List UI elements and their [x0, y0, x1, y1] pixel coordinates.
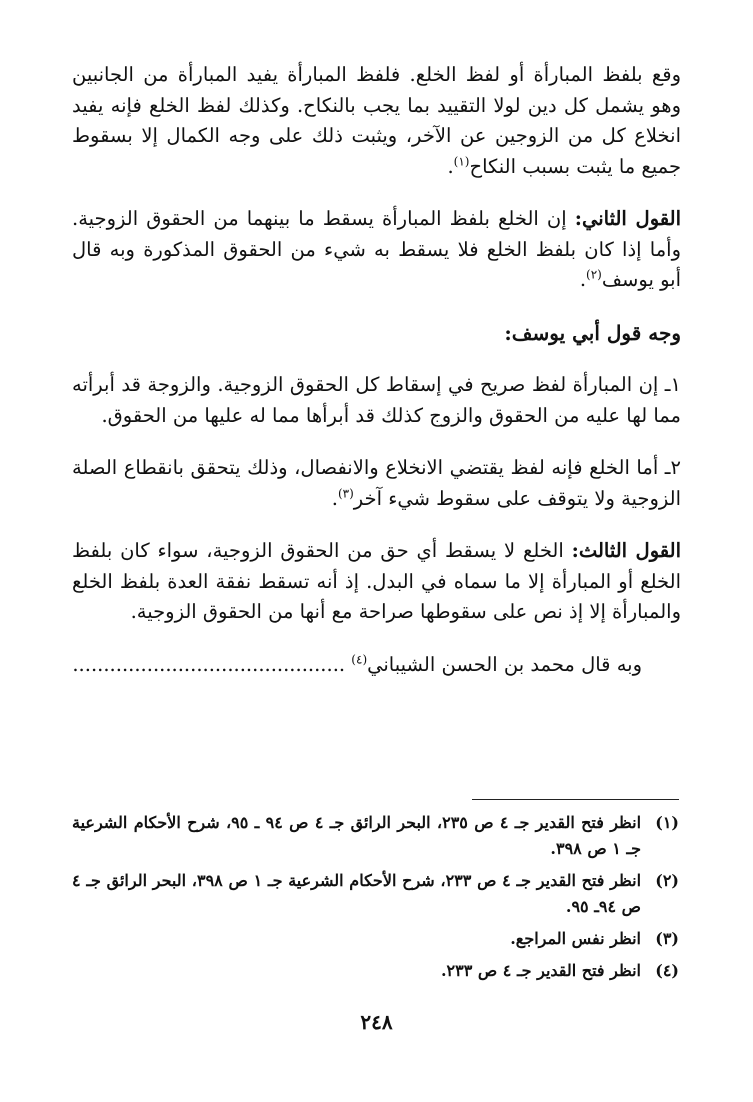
- paragraph-3: ١ـ إن المبارأة لفظ صريح في إسقاط كل الحقوق الزوجية. والزوجة قد أبرأته مما لها عليه من الحقوق والزوج كذلك قد أبرأها مما له عليها من الحقوق.: [72, 373, 681, 427]
- footnote-text: انظر فتح القدير جـ ٤ ص ٢٣٣.: [440, 961, 641, 980]
- paragraph-4: ٢ـ أما الخلع فإنه لفظ يقتضي الانخلاع والانفصال، وذلك يتحقق بانقطاع الصلة الزوجية ولا يتوقف على سقوط شيء آخر$^{(٣)}$.: [72, 456, 681, 510]
- continuation-dots: ............................................: [72, 652, 346, 676]
- footnote-ref-3: (٣): [337, 486, 354, 500]
- paragraph-2-text: إن الخلع بلفظ المبارأة يسقط ما بينهما من الحقوق الزوجية. وأما إذا كان بلفظ الخلع فلا يسقط به شيء من الحقوق المذكورة وبه قال أبو يوسف: [72, 207, 681, 291]
- footnote-number: (٣): [655, 929, 679, 948]
- footnote-item: [72, 926, 679, 952]
- footnote-item: [72, 810, 679, 862]
- paragraph-1: وقع بلفظ المبارأة أو لفظ الخلع. فلفظ المبارأة يفيد المبارأة من الجانبين وهو يشمل كل دين لولا التقييد بما يجب بالنكاح. وكذلك لفظ الخلع فإنه يفيد انخلاع كل من الزوجين عن الآخر، ويثبت ذلك على وجه الكمال إلا بسقوط جميع ما يثبت بسبب النكاح$^{(١)}$.: [72, 63, 681, 178]
- footnote-number: (٢): [655, 871, 679, 890]
- section-heading: وجه قول أبي يوسف:: [504, 320, 681, 345]
- paragraph-1-text: وقع بلفظ المبارأة أو لفظ الخلع. فلفظ المبارأة يفيد المبارأة من الجانبين وهو يشمل كل دين لولا التقييد بما يجب بالنكاح. وكذلك لفظ الخلع فإنه يفيد انخلاع كل من الزوجين عن الآخر، ويثبت ذلك على وجه الكمال إلا بسقوط جميع ما يثبت بسبب النكاح: [72, 63, 681, 178]
- paragraph-5: [72, 536, 681, 628]
- footnote-ref-1: (١): [453, 154, 470, 168]
- footnote-number: (١): [655, 813, 679, 832]
- page-number: ٢٤٨: [360, 1010, 393, 1034]
- paragraph-5-text: الخلع لا يسقط أي حق من الحقوق الزوجية، سواء كان بلفظ الخلع أو المبارأة إلا ما سماه في البدل. إذ أنه تسقط نفقة العدة بلفظ الخلع والمبارأة إلا إذ نص على سقوطها صراحة مع أنها من الحقوق الزوجية.: [72, 539, 681, 623]
- paragraph-4-text: ٢ـ أما الخلع فإنه لفظ يقتضي الانخلاع والانفصال، وذلك يتحقق بانقطاع الصلة الزوجية ولا يتوقف على سقوط شيء آخر: [72, 456, 681, 510]
- footnote-text: انظر نفس المراجع.: [510, 929, 641, 948]
- footnote-number: (٤): [655, 961, 679, 980]
- paragraph-2: القول الثاني: إن الخلع بلفظ المبارأة يسقط ما بينهما من الحقوق الزوجية. وأما إذا كان بلفظ الخلع فلا يسقط به شيء من الحقوق المذكورة وبه قال أبو يوسف$^{(٢)}$.: [72, 207, 681, 291]
- paragraph-2-lead: القول الثاني:: [574, 207, 681, 230]
- footnote-divider: [472, 799, 679, 800]
- main-text: [72, 60, 681, 702]
- paragraph-5-lead: القول الثالث:: [571, 539, 681, 562]
- paragraph-6: [72, 650, 681, 681]
- footnote-text: انظر فتح القدير جـ ٤ ص ٢٣٥، البحر الرائق جـ ٤ ص ٩٤ ـ ٩٥، شرح الأحكام الشرعية جـ ١ ص ٣٩٨.: [72, 813, 642, 858]
- footnotes: [72, 810, 679, 990]
- paragraph-6-text: وبه قال محمد بن الحسن الشيباني: [367, 652, 642, 676]
- footnote-ref-4: (٤): [351, 652, 368, 666]
- footnote-item: [72, 868, 679, 920]
- footnote-item: [72, 958, 679, 984]
- footnote-ref-2: (٢): [586, 267, 602, 282]
- footnote-text: انظر فتح القدير جـ ٤ ص ٢٣٣، شرح الأحكام الشرعية جـ ١ ص ٣٩٨، البحر الرائق جـ ٤ ص ٩٤ـ ٩٥.: [72, 871, 642, 916]
